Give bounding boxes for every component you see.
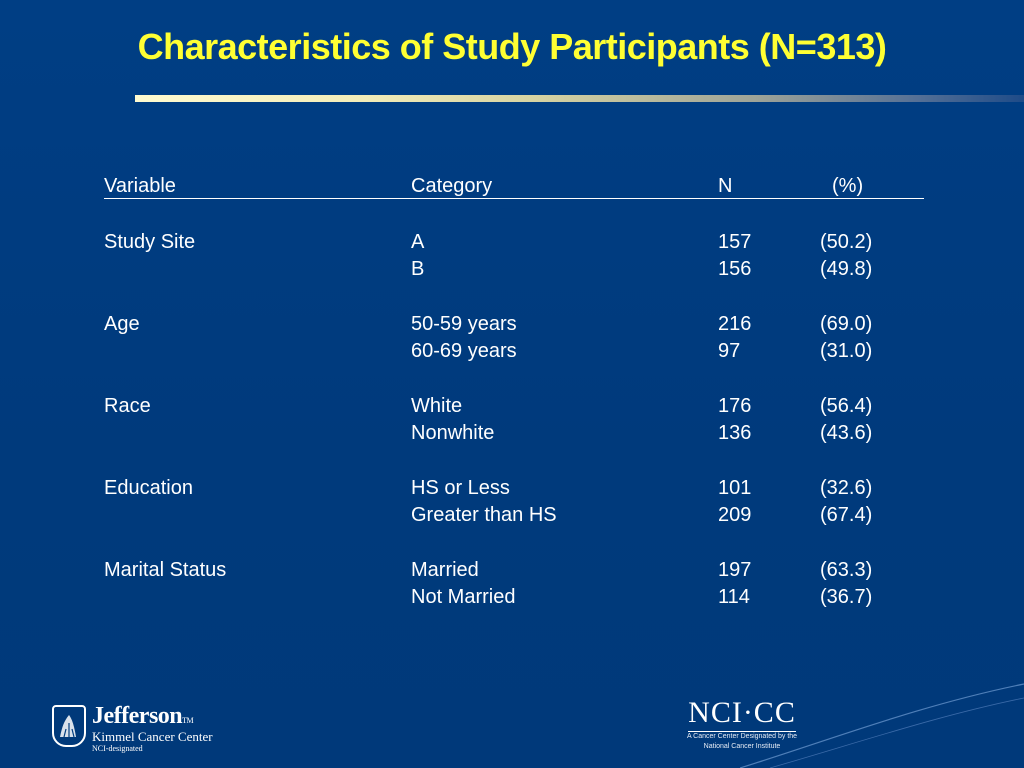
variable-education: Education (104, 477, 193, 499)
jefferson-subtitle: Kimmel Cancer Center (92, 729, 213, 744)
table-row (104, 557, 924, 584)
n-cell: 101 (718, 477, 752, 499)
table-row (104, 420, 924, 447)
percent-cell: (69.0) (820, 313, 873, 335)
category-cell: HS or Less (411, 477, 510, 499)
jefferson-logo (52, 703, 242, 753)
ncicc-caption-line1: A Cancer Center Designated by the (686, 733, 798, 740)
percent-cell: (43.6) (820, 422, 873, 444)
table-row (104, 584, 924, 611)
percent-cell: (31.0) (820, 340, 873, 362)
category-cell: Married (411, 559, 479, 581)
n-cell: 97 (718, 340, 741, 362)
category-cell: B (411, 258, 425, 280)
header-variable: Variable (104, 175, 176, 197)
percent-cell: (56.4) (820, 395, 873, 417)
table-row (104, 311, 924, 338)
jefferson-name-text: Jefferson (92, 703, 183, 729)
variable-study-site: Study Site (104, 231, 196, 253)
category-cell: Greater than HS (411, 504, 557, 526)
category-cell: 50-59 years (411, 313, 517, 335)
category-cell: Nonwhite (411, 422, 495, 444)
row-spacer (104, 447, 924, 475)
category-cell: 60-69 years (411, 340, 517, 362)
percent-cell: (49.8) (820, 258, 873, 280)
table-row (104, 229, 924, 256)
header-n: N (718, 175, 733, 197)
ncicc-logo (680, 697, 804, 762)
jefferson-name (92, 703, 193, 730)
percent-cell: (67.4) (820, 504, 873, 526)
jefferson-tm: TM (182, 716, 194, 725)
category-cell: Not Married (411, 586, 516, 608)
category-cell: White (411, 395, 463, 417)
header-category: Category (411, 175, 493, 197)
row-spacer (104, 529, 924, 557)
percent-cell: (50.2) (820, 231, 873, 253)
table-row (104, 256, 924, 283)
n-cell: 114 (718, 586, 750, 608)
title-underline-bar (135, 95, 1024, 102)
table-row (104, 338, 924, 365)
n-cell: 157 (718, 231, 752, 253)
table-row (104, 393, 924, 420)
n-cell: 136 (718, 422, 752, 444)
row-spacer (104, 283, 924, 311)
percent-cell: (36.7) (820, 586, 873, 608)
n-cell: 197 (718, 559, 752, 581)
variable-age: Age (104, 313, 140, 335)
participants-table (104, 174, 924, 611)
percent-cell: (32.6) (820, 477, 873, 499)
jefferson-shield-icon (52, 705, 86, 747)
variable-race: Race (104, 395, 151, 417)
table-row (104, 502, 924, 529)
category-cell: A (411, 231, 425, 253)
table-header-row (104, 174, 924, 199)
variable-marital-status: Marital Status (104, 559, 227, 581)
table-row (104, 475, 924, 502)
jefferson-designation: NCI-designated (92, 744, 143, 753)
n-cell: 176 (718, 395, 752, 417)
row-spacer (104, 365, 924, 393)
ncicc-caption-line2: National Cancer Institute (703, 743, 781, 750)
slide-title: Characteristics of Study Participants (N=313) (137, 26, 887, 67)
n-cell: 156 (718, 258, 752, 280)
n-cell: 216 (718, 313, 752, 335)
header-percent: (%) (832, 175, 864, 197)
ncicc-mark: NCI·CC (688, 697, 796, 732)
percent-cell: (63.3) (820, 559, 873, 581)
n-cell: 209 (718, 504, 752, 526)
